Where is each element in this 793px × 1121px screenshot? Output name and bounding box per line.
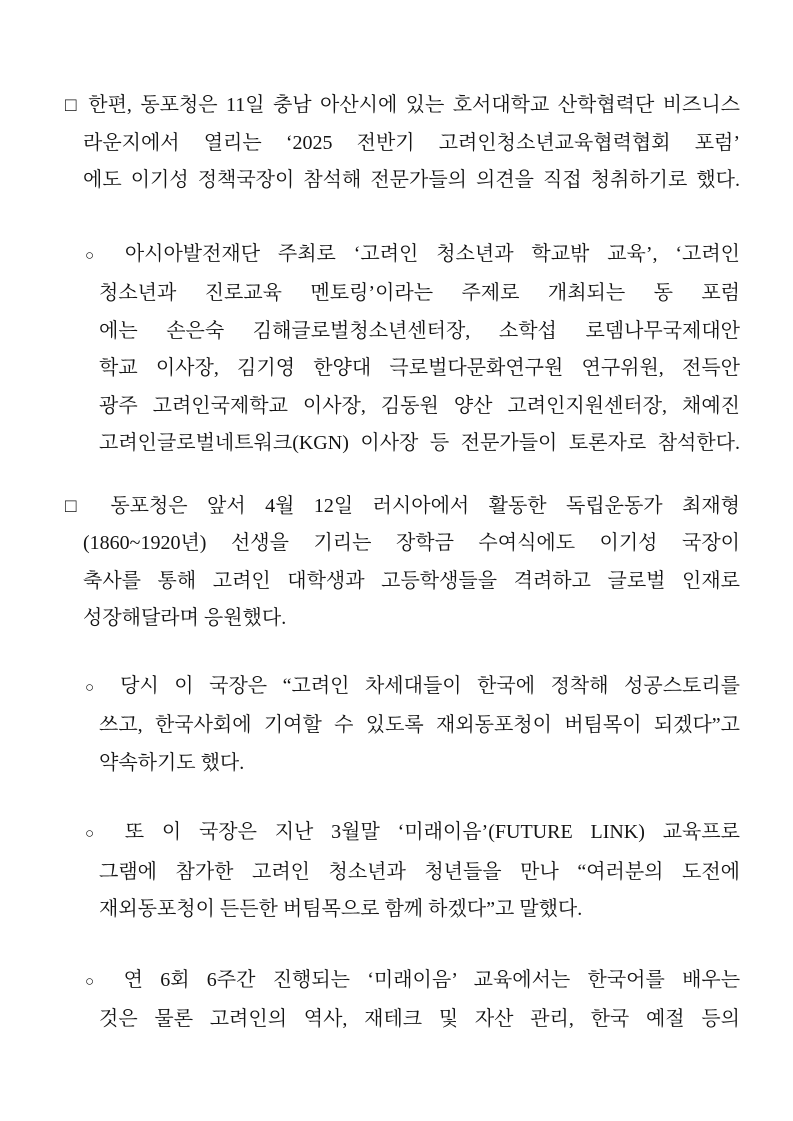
text-line: 재외동포청이 든든한 버팀목으로 함께 하겠다”고 말했다. — [99, 898, 583, 920]
text-line: 청소년과 진로교육 멘토링’이라는 주제로 개최되는 동 포럼 — [99, 282, 740, 304]
text-line — [85, 668, 741, 708]
text-line — [65, 87, 740, 125]
square-bullet-icon: □ — [65, 495, 91, 517]
text-line: 약속하기도 했다. — [99, 751, 245, 774]
text-line: 그램에 참가한 고려인 청소년과 청년들을 만나 “여러분의 도전에 — [99, 860, 740, 883]
text-line: 학교 이사장, 김기영 한양대 극로벌다문화연구원 연구위원, 전득안 — [99, 357, 740, 379]
text-line — [85, 236, 741, 276]
text-line-content: 아시아발전재단 주최로 ‘고려인 청소년과 학교밖 교육’, ‘고려인 — [124, 242, 741, 265]
paragraph-scholarship-ceremony — [0, 488, 793, 638]
text-line: 에도 이기성 정책국장이 참석해 전문가들의 의견을 직접 청취하기로 했다. — [83, 169, 740, 191]
text-line: 성장해달라며 응원했다. — [83, 607, 287, 629]
text-line: 것은 물론 고려인의 역사, 재테크 및 자산 관리, 한국 예절 등의 — [99, 1008, 740, 1030]
circle-bullet-icon: ○ — [85, 826, 107, 842]
paragraph-future-link-quote — [0, 814, 793, 929]
text-line: 광주 고려인국제학교 이사장, 김동원 양산 고려인지원센터장, 채예진 — [99, 394, 740, 417]
text-line-content: 또 이 국장은 지난 3월말 ‘미래이음’(FUTURE LINK) 교육프로 — [124, 821, 740, 843]
text-line — [85, 962, 741, 1002]
circle-bullet-icon: ○ — [85, 973, 107, 990]
paragraph-promise-quote — [0, 668, 793, 783]
paragraph-forum-panelists — [0, 236, 793, 463]
paragraph-education-program — [0, 962, 793, 1039]
document-body — [0, 87, 793, 1039]
text-line: 쓰고, 한국사회에 기여할 수 있도록 재외동포청이 버팀목이 되겠다”고 — [99, 714, 740, 736]
text-line: 고려인글로벌네트워크(KGN) 이사장 등 전문가들이 토론자로 참석한다. — [99, 432, 740, 454]
text-line-content: 한편, 동포청은 11일 충남 아산시에 있는 호서대학교 산학협력단 비즈니스 — [88, 94, 740, 116]
text-line: 라운지에서 열리는 ‘2025 전반기 고려인청소년교육협력협회 포럼’ — [83, 131, 740, 154]
text-line-content: 동포청은 앞서 4월 12일 러시아에서 활동한 독립운동가 최재형 — [110, 494, 741, 517]
text-line-content: 당시 이 국장은 “고려인 차세대들이 한국에 정착해 성공스토리를 — [120, 674, 741, 697]
text-line: 축사를 통해 고려인 대학생과 고등학생들을 격려하고 글로벌 인재로 — [83, 569, 740, 592]
circle-bullet-icon: ○ — [85, 247, 107, 264]
text-line — [65, 488, 741, 526]
text-line-content: 연 6회 6주간 진행되는 ‘미래이음’ 교육에서는 한국어를 배우는 — [123, 968, 741, 991]
paragraph-forum-attendance — [0, 87, 793, 200]
text-line: (1860~1920년) 선생을 기리는 장학금 수여식에도 이기성 국장이 — [83, 532, 740, 554]
text-line: 에는 손은숙 김해글로벌청소년센터장, 소학섭 로뎀나무국제대안 — [99, 319, 740, 342]
square-bullet-icon: □ — [65, 95, 80, 116]
circle-bullet-icon: ○ — [85, 679, 105, 696]
text-line — [85, 814, 740, 854]
